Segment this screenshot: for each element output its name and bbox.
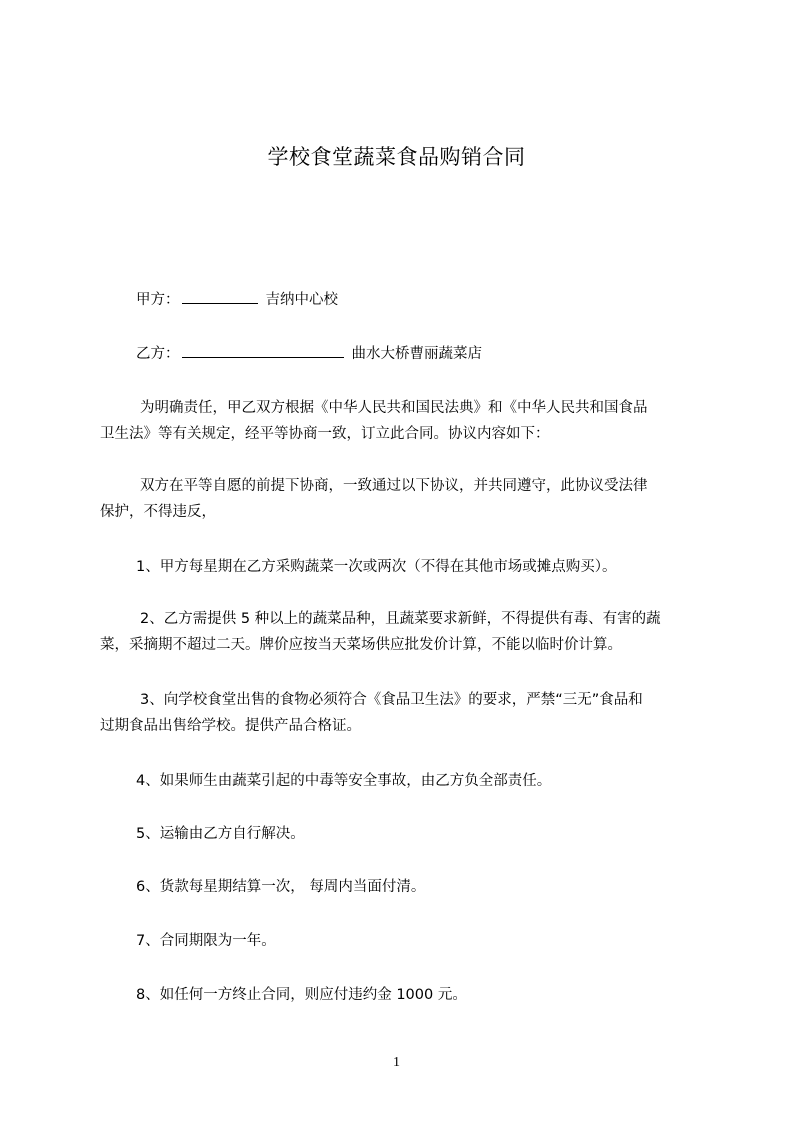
page-number: 1 bbox=[393, 1055, 400, 1070]
intro-line-2: 卫生法》等有关规定，经平等协商一致，订立此合同。协议内容如下： bbox=[100, 426, 550, 442]
intro-paragraph bbox=[100, 395, 710, 447]
clause-7: 7、合同期限为一年。 bbox=[136, 933, 276, 949]
clause-1: 1、甲方每星期在乙方采购蔬菜一次或两次（不得在其他市场或摊点购买）。 bbox=[136, 559, 617, 575]
party-a-blank bbox=[182, 288, 258, 304]
clause-4: 4、如果师生由蔬菜引起的中毒等安全事故，由乙方负全部责任。 bbox=[136, 773, 552, 789]
clause-8: 8、如任何一方终止合同，则应付违约金 1000 元。 bbox=[136, 987, 467, 1003]
clause-3-line-1: 3、向学校食堂出售的食物必须符合《食品卫生法》的要求，严禁“三无”食品和 bbox=[140, 692, 643, 708]
clause-5: 5、运输由乙方自行解决。 bbox=[136, 826, 305, 842]
clause-2-line-2: 菜，采摘期不超过二天。牌价应按当天菜场供应批发价计算，不能以临时价计算。 bbox=[100, 637, 622, 653]
principle-line-1: 双方在平等自愿的前提下协商，一致通过以下协议，并共同遵守，此协议受法律 bbox=[140, 478, 648, 494]
clause-2-line-1: 2、乙方需提供 5 种以上的蔬菜品种，且蔬菜要求新鲜，不得提供有毒、有害的蔬 bbox=[140, 611, 661, 627]
party-a-line bbox=[136, 287, 338, 313]
party-b-line bbox=[136, 341, 482, 367]
party-a-label: 甲方： bbox=[136, 292, 180, 308]
intro-line-1: 为明确责任，甲乙双方根据《中华人民共和国民法典》和《中华人民共和国食品 bbox=[140, 400, 648, 416]
document-title: 学校食堂蔬菜食品购销合同 bbox=[267, 145, 526, 169]
party-a-name: 吉纳中心校 bbox=[265, 292, 338, 308]
party-b-label: 乙方： bbox=[136, 346, 180, 362]
clause-3 bbox=[100, 687, 710, 739]
clause-6: 6、货款每星期结算一次， 每周内当面付清。 bbox=[136, 879, 426, 895]
clause-2 bbox=[100, 606, 710, 658]
party-b-blank bbox=[182, 342, 344, 358]
party-b-name: 曲水大桥曹丽蔬菜店 bbox=[351, 346, 482, 362]
clause-3-line-2: 过期食品出售给学校。提供产品合格证。 bbox=[100, 718, 361, 734]
principle-paragraph bbox=[100, 473, 710, 525]
principle-line-2: 保护，不得违反， bbox=[100, 504, 216, 520]
